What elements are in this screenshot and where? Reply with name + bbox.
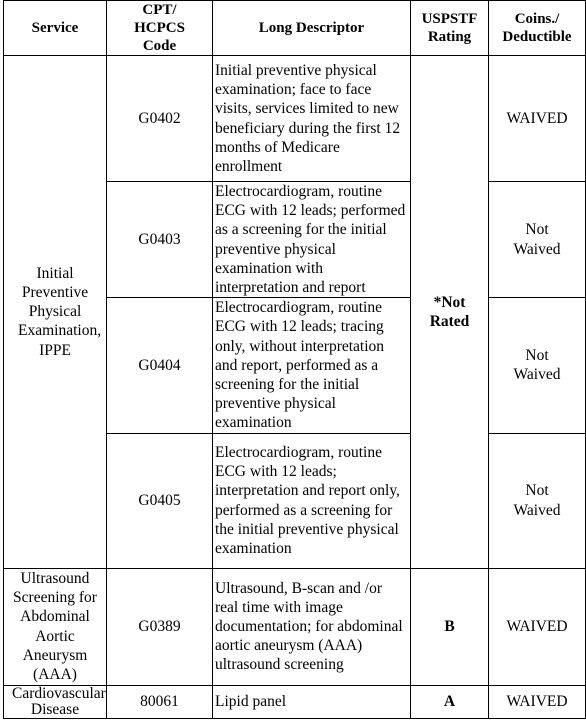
coins-cell: WAIVED xyxy=(489,56,586,182)
header-descriptor: Long Descriptor xyxy=(213,1,411,56)
descriptor-cell: Electrocardiogram, routine ECG with 12 leads; interpretation and report only, performed as a screening for the initial preventive physical examination xyxy=(213,433,411,568)
descriptor-cell: Electrocardiogram, routine ECG with 12 leads; performed as a screening for the initial preventive physical examination with interpretation and report xyxy=(213,182,411,298)
service-cell-cardio: Cardiovascular Disease xyxy=(4,685,107,718)
preventive-services-table xyxy=(3,0,586,719)
rating-cell-ippe: *Not Rated xyxy=(411,56,489,569)
coins-cell: WAIVED xyxy=(489,685,586,718)
table-row xyxy=(4,56,586,182)
header-coins: Coins./ Deductible xyxy=(489,1,586,56)
code-cell: G0404 xyxy=(107,298,213,433)
coins-cell: Not Waived xyxy=(489,298,586,433)
service-cell-ippe: Initial Preventive Physical Examination, IPPE xyxy=(4,56,107,569)
coins-cell: Not Waived xyxy=(489,182,586,298)
coins-cell: WAIVED xyxy=(489,568,586,685)
table-row xyxy=(4,568,586,685)
code-cell: G0405 xyxy=(107,433,213,568)
code-cell: G0402 xyxy=(107,56,213,182)
coins-cell: Not Waived xyxy=(489,433,586,568)
descriptor-cell: Ultrasound, B-scan and /or real time with image documentation; for abdominal aortic aneurysm (AAA) ultrasound screening xyxy=(213,568,411,685)
descriptor-cell: Initial preventive physical examination; face to face visits, services limited to new beneficiary during the first 12 months of Medicare enrollment xyxy=(213,56,411,182)
rating-cell: A xyxy=(411,685,489,718)
table-row xyxy=(4,685,586,718)
descriptor-cell: Electrocardiogram, routine ECG with 12 leads; tracing only, without interpretation and report, performed as a screening for the initial preventive physical examination xyxy=(213,298,411,433)
header-service: Service xyxy=(4,1,107,56)
code-cell: G0403 xyxy=(107,182,213,298)
code-cell: 80061 xyxy=(107,685,213,718)
descriptor-cell: Lipid panel xyxy=(213,685,411,718)
service-cell-aaa: Ultrasound Screening for Abdominal Aortic Aneurysm (AAA) xyxy=(4,568,107,685)
rating-cell: B xyxy=(411,568,489,685)
header-code: CPT/ HCPCS Code xyxy=(107,1,213,56)
code-cell: G0389 xyxy=(107,568,213,685)
table-header-row xyxy=(4,1,586,56)
header-rating: USPSTF Rating xyxy=(411,1,489,56)
